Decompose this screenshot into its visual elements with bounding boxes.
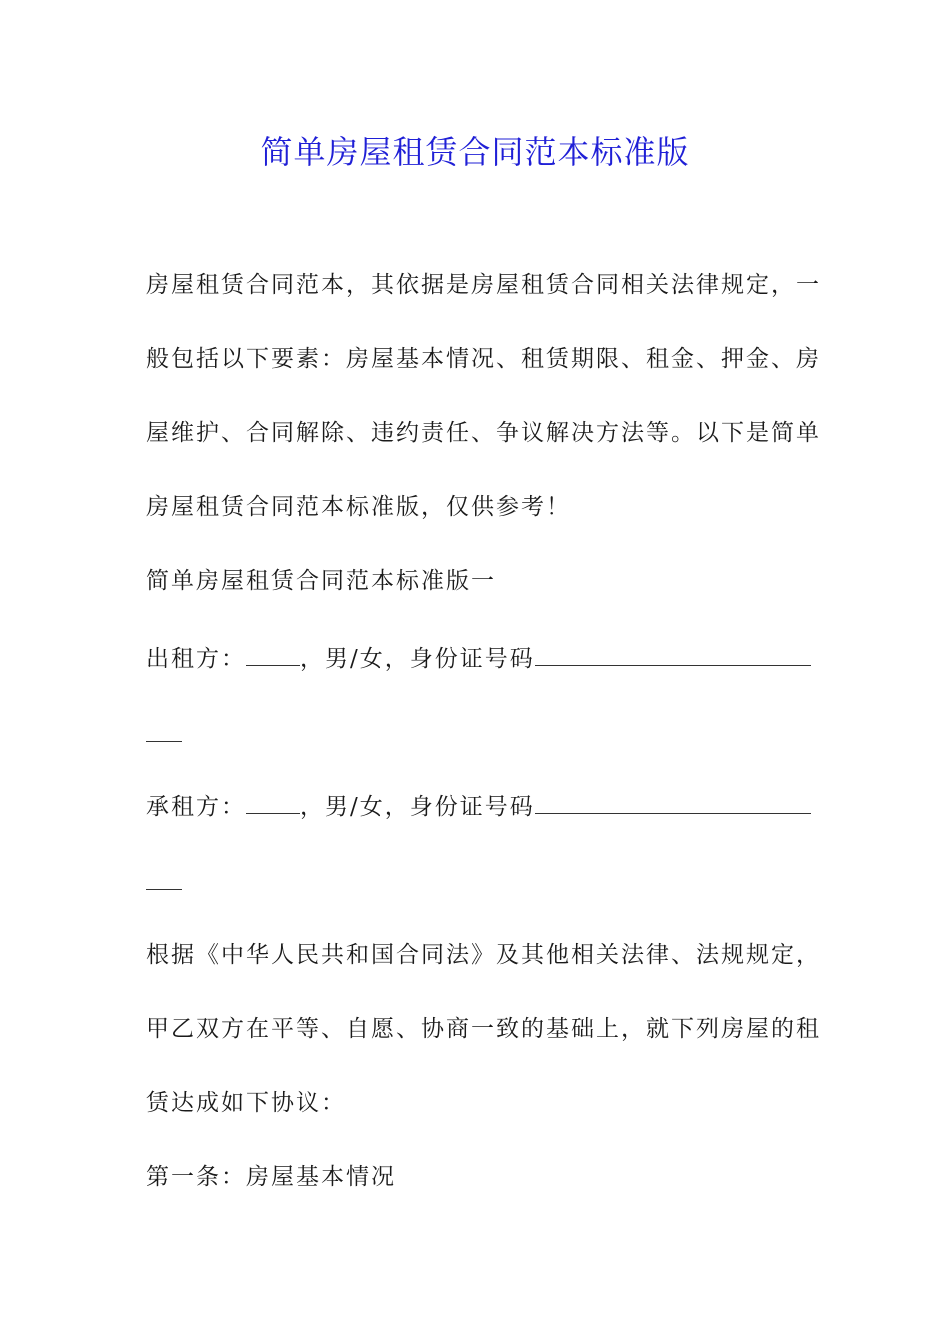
intro-line-1: 房屋租赁合同范本，其依据是房屋租赁合同相关法律规定，一: [146, 272, 821, 298]
document-title: 简单房屋租赁合同范本标准版: [260, 133, 690, 171]
lessee-id-blank[interactable]: [535, 789, 811, 814]
basis-line-3: 赁达成如下协议：: [146, 1090, 346, 1116]
lessee-line: [146, 789, 806, 825]
intro-line-4: 房屋租赁合同范本标准版，仅供参考！: [146, 494, 571, 520]
lessee-label: 承租方：: [146, 794, 246, 820]
lessor-middle-text: ，男/女，身份证号码: [300, 646, 535, 672]
lessor-label: 出租方：: [146, 646, 246, 672]
section-title: 简单房屋租赁合同范本标准版一: [146, 568, 496, 594]
basis-line-1: 根据《中华人民共和国合同法》及其他相关法律、法规规定，: [146, 942, 821, 968]
lessee-name-blank[interactable]: [246, 789, 300, 814]
basis-line-2: 甲乙双方在平等、自愿、协商一致的基础上，就下列房屋的租: [146, 1016, 821, 1042]
article-one-heading: 第一条：房屋基本情况: [146, 1164, 396, 1190]
lessor-id-blank[interactable]: [535, 641, 811, 666]
lessee-middle-text: ，男/女，身份证号码: [300, 794, 535, 820]
lessor-line: [146, 641, 806, 677]
intro-line-2: 般包括以下要素：房屋基本情况、租赁期限、租金、押金、房: [146, 346, 821, 372]
intro-line-3: 屋维护、合同解除、违约责任、争议解决方法等。以下是简单: [146, 420, 821, 446]
lessor-name-blank[interactable]: [246, 641, 300, 666]
lessee-id-blank-continued[interactable]: [146, 889, 182, 890]
lessor-id-blank-continued[interactable]: [146, 741, 182, 742]
